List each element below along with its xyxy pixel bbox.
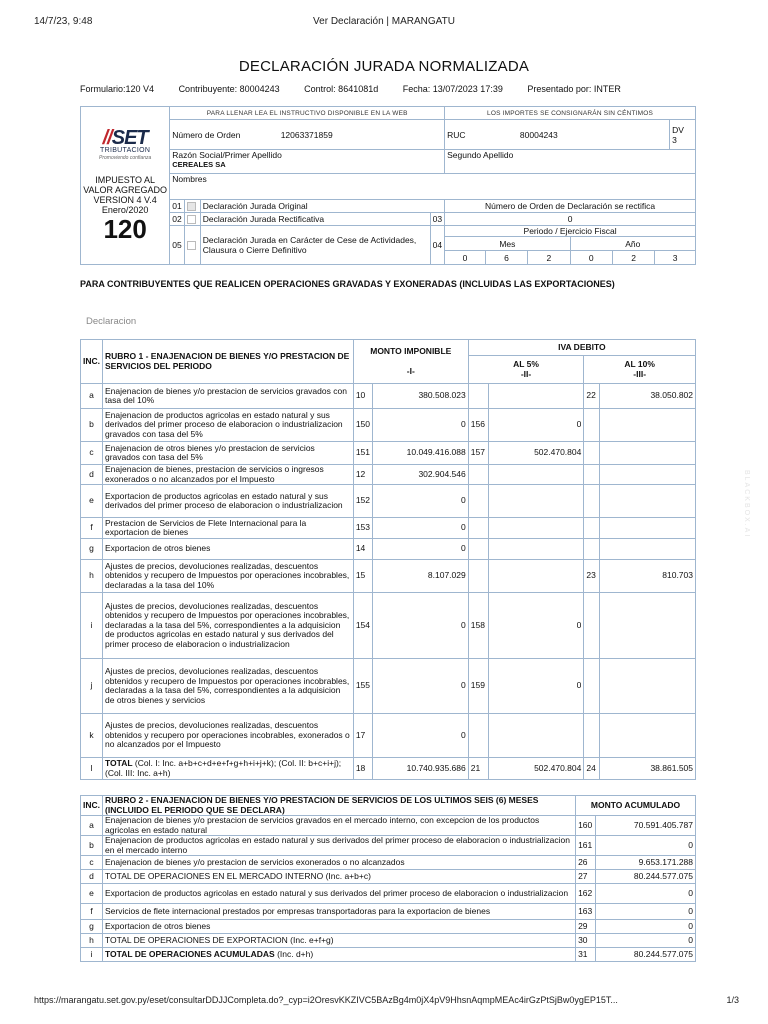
r1-desc: Ajustes de precios, devoluciones realizadas, descuentos obtenidos y recupero por operaciones incobrables, exonerados o no alcanzados por el Impuesto [103, 714, 354, 758]
r1-value-2 [488, 714, 584, 758]
fecha: Fecha: 13/07/2023 17:39 [402, 84, 503, 94]
r2-total-row [81, 948, 696, 962]
r1-value-2: 0 [488, 409, 584, 442]
r1-row [81, 485, 696, 518]
r1-value-3 [600, 714, 696, 758]
r1-row [81, 659, 696, 714]
r1-total-row [81, 758, 696, 780]
r1-row [81, 409, 696, 442]
r1-code-2: 157 [468, 442, 488, 465]
print-datetime: 14/7/23, 9:48 [34, 16, 93, 27]
r2-row [81, 934, 696, 948]
check-05[interactable] [184, 226, 200, 265]
header-table [80, 106, 696, 265]
r1-value-2 [488, 485, 584, 518]
r2-desc: Exportacion de otros bienes [103, 920, 576, 934]
r1-value-1: 10.740.935.686 [373, 758, 469, 780]
r1-value-1: 0 [373, 409, 469, 442]
r2-total-desc [103, 948, 576, 962]
r1-value-1: 10.049.416.088 [373, 442, 469, 465]
r1-title: RUBRO 1 - ENAJENACION DE BIENES Y/O PRESTACION DE SERVICIOS DEL PERIODO [103, 340, 354, 384]
document-meta [80, 84, 643, 94]
r1-code-2 [468, 465, 488, 485]
r2-code: 163 [576, 904, 596, 920]
ruc-label: RUC [447, 129, 466, 140]
check-02[interactable] [184, 213, 200, 226]
r1-code-3 [584, 465, 600, 485]
r1-code-1: 15 [353, 560, 372, 593]
r1-code-3 [584, 593, 600, 659]
r2-total-formula: (Inc. d+h) [274, 948, 314, 959]
rubro-1-table [80, 339, 696, 780]
r1-code-2: 159 [468, 659, 488, 714]
r2-inc-header: INC. [81, 796, 103, 816]
r1-code-3 [584, 714, 600, 758]
r2-desc: Enajenacion de productos agricolas en estado natural y sus derivados del primer proceso de elaboracion o industrializacion en el mercado interno [103, 836, 576, 856]
periodo-digit: 3 [672, 252, 678, 263]
rectifica-value: 0 [445, 213, 696, 226]
r1-desc: Prestacion de Servicios de Flete Internacional para la exportacion de bienes [103, 518, 354, 539]
mes-label: Mes [445, 237, 570, 250]
r1-value-1: 302.904.546 [373, 465, 469, 485]
code-02: 02 [170, 213, 184, 226]
r1-value-3 [600, 465, 696, 485]
ruc-value: 80004243 [519, 129, 558, 140]
r1-value-3 [600, 518, 696, 539]
razon-cell [170, 150, 445, 174]
declaracion-label: Declaracion [86, 316, 137, 327]
r2-inc: i [81, 948, 103, 962]
r2-desc: Enajenacion de bienes y/o prestacion de servicios exonerados o no alcanzados [103, 856, 576, 870]
r1-inc: e [81, 485, 103, 518]
r1-value-2 [488, 518, 584, 539]
r2-value: 0 [596, 934, 696, 948]
r1-value-3 [600, 442, 696, 465]
checkbox-cese[interactable] [187, 241, 196, 250]
r1-code-2: 21 [468, 758, 488, 780]
periodo-digit: 6 [485, 251, 527, 264]
r1-value-1: 0 [373, 485, 469, 518]
r1-code-3 [584, 485, 600, 518]
rectificativa-label: Declaración Jurada Rectificativa [200, 213, 430, 226]
rectifica-label: Número de Orden de Declaración se rectifica [445, 200, 696, 213]
r2-total-label: TOTAL DE OPERACIONES ACUMULADAS [105, 948, 275, 959]
r1-total-desc [103, 758, 354, 780]
r2-code: 160 [576, 816, 596, 836]
r2-row [81, 836, 696, 856]
r2-code: 29 [576, 920, 596, 934]
r2-value: 80.244.577.075 [596, 870, 696, 884]
r1-code-2 [468, 560, 488, 593]
periodo-label: Periodo / Ejercicio Fiscal [445, 226, 696, 237]
r1-code-3 [584, 539, 600, 560]
original-label: Declaración Jurada Original [200, 200, 444, 213]
ruc-cell [445, 120, 670, 150]
r1-value-1: 0 [373, 714, 469, 758]
r1-code-1: 153 [353, 518, 372, 539]
r2-inc: a [81, 816, 103, 836]
r1-inc: c [81, 442, 103, 465]
instr-right: LOS IMPORTES SE CONSIGNARÁN SIN CÉNTIMOS [445, 107, 696, 120]
nro-orden-value: 12063371859 [280, 129, 333, 140]
r1-code-1: 17 [353, 714, 372, 758]
r1-value-1: 0 [373, 659, 469, 714]
nro-orden-cell [170, 120, 445, 150]
r1-code-2: 158 [468, 593, 488, 659]
r2-code: 162 [576, 884, 596, 904]
r1-code-2 [468, 518, 488, 539]
r1-code-1: 12 [353, 465, 372, 485]
checkbox-original[interactable] [187, 202, 196, 211]
r1-value-1: 380.508.023 [373, 384, 469, 409]
contribuyente: Contribuyente: 80004243 [178, 84, 280, 94]
r1-monto-header: MONTO IMPONIBLE -I- [353, 340, 468, 384]
print-page-number: 1/3 [726, 995, 739, 1005]
r2-inc: b [81, 836, 103, 856]
r1-desc: Exportacion de otros bienes [103, 539, 354, 560]
r1-value-3 [600, 593, 696, 659]
r1-row [81, 539, 696, 560]
nro-orden-label: Número de Orden [172, 129, 241, 140]
dv-label: DV [672, 124, 684, 135]
periodo-digits [445, 251, 695, 264]
r1-inc: h [81, 560, 103, 593]
r2-desc: Servicios de flete internacional prestados por empresas transportadoras para la exportacion de bienes [103, 904, 576, 920]
print-url[interactable]: https://marangatu.set.gov.py/eset/consultarDDJJCompleta.do?_cyp=i2OresvKKZIVC5BAzBg4m0jX4pV9HhsnAqmpMEAc4irGzPtSjBw0ygEP15T... [34, 995, 618, 1005]
r1-desc: Ajustes de precios, devoluciones realizadas, descuentos obtenidos y recupero de Impuestos por operaciones incobrables, declaradas a la tasa del 10% [103, 560, 354, 593]
instr-left: PARA LLENAR LEA EL INSTRUCTIVO DISPONIBLE EN LA WEB [170, 107, 445, 120]
razon-label: Razón Social/Primer Apellido [172, 150, 282, 160]
r2-value: 80.244.577.075 [596, 948, 696, 962]
r2-row [81, 856, 696, 870]
r1-desc: Enajenacion de productos agricolas en estado natural y sus derivados del primer proceso de elaboracion o industrializacion gravados con tasa del 5% [103, 409, 354, 442]
r1-code-2: 156 [468, 409, 488, 442]
r1-total-formula: (Col. I: Inc. a+b+c+d+e+f+g+h+i+j+k); (Col. II: b+c+i+j); (Col. III: Inc. a+h) [105, 758, 342, 778]
periodo-digit: 2 [528, 251, 570, 264]
form-number: 120 [103, 213, 147, 244]
r1-value-1: 8.107.029 [373, 560, 469, 593]
check-01[interactable] [184, 200, 200, 213]
r2-desc: TOTAL DE OPERACIONES EN EL MERCADO INTERNO (Inc. a+b+c) [103, 870, 576, 884]
r1-iva-header: IVA DEBITO [468, 340, 695, 356]
r1-value-3: 38.861.505 [600, 758, 696, 780]
code-05: 05 [170, 226, 184, 265]
r1-code-2 [468, 714, 488, 758]
r2-inc: g [81, 920, 103, 934]
r1-value-2: 0 [488, 593, 584, 659]
r1-row [81, 714, 696, 758]
r1-code-1: 155 [353, 659, 372, 714]
r1-desc: Ajustes de precios, devoluciones realizadas, descuentos obtenidos y recupero de Impuestos por operaciones incobrables, declaradas a la tasa del 5%, correspondientes a la adquisicion de productos agricolas en estado natural y sus derivados del primer proceso de elaboracion o industrializacion [103, 593, 354, 659]
r1-inc: i [81, 593, 103, 659]
r2-monto-header: MONTO ACUMULADO [576, 796, 696, 816]
nombres-label: Nombres [170, 174, 696, 200]
r1-row [81, 465, 696, 485]
r1-inc: k [81, 714, 103, 758]
r1-code-2 [468, 384, 488, 409]
print-footer [34, 995, 739, 1005]
r2-row [81, 920, 696, 934]
periodo-digit: 0 [445, 251, 485, 264]
r1-code-2 [468, 539, 488, 560]
r2-value: 0 [596, 920, 696, 934]
r1-inc: d [81, 465, 103, 485]
r2-row [81, 816, 696, 836]
r1-desc: Enajenacion de otros bienes y/o prestacion de servicios gravados con tasa del 5% [103, 442, 354, 465]
r1-inc: g [81, 539, 103, 560]
r2-desc: TOTAL DE OPERACIONES DE EXPORTACION (Inc. e+f+g) [103, 934, 576, 948]
r1-value-3: 38.050.802 [600, 384, 696, 409]
code-04: 04 [430, 226, 444, 265]
watermark: BLACKBOX.AI [743, 470, 750, 539]
r1-row [81, 442, 696, 465]
r2-row [81, 870, 696, 884]
r1-total-label: TOTAL [105, 758, 133, 768]
r1-code-1: 154 [353, 593, 372, 659]
code-03: 03 [430, 213, 444, 226]
r1-code-3 [584, 518, 600, 539]
r1-value-3 [600, 539, 696, 560]
periodo-digit: 2 [612, 251, 654, 264]
r2-row [81, 904, 696, 920]
r2-code: 26 [576, 856, 596, 870]
razon-value: CEREALES SA [172, 160, 226, 169]
r1-code-1: 18 [353, 758, 372, 780]
r2-value: 0 [596, 904, 696, 920]
r1-row [81, 593, 696, 659]
r2-inc: h [81, 934, 103, 948]
r1-value-3 [600, 485, 696, 518]
presentado-por: Presentado por: INTER [527, 84, 621, 94]
r1-desc: Ajustes de precios, devoluciones realizadas, descuentos obtenidos y recupero de Impuestos por operaciones incobrables, declaradas a la tasa del 5%, correspondientes a la adquisicion de otros bienes y servicios [103, 659, 354, 714]
r1-code-1: 151 [353, 442, 372, 465]
r2-value: 70.591.405.787 [596, 816, 696, 836]
r1-inc: f [81, 518, 103, 539]
r1-al5-header: AL 5% -II- [468, 356, 584, 384]
rubro-2-table [80, 795, 696, 962]
impuesto-label: IMPUESTO AL VALOR AGREGADO VERSION 4 V.4 Enero/2020 [83, 174, 168, 215]
r2-title: RUBRO 2 - ENAJENACION DE BIENES Y/O PRESTACION DE SERVICIOS DE LOS ULTIMOS SEIS (6) MESES (INCLUIDO EL PERIODO QUE SE DECLARA) [103, 796, 576, 816]
r1-value-3 [600, 409, 696, 442]
r1-value-2 [488, 539, 584, 560]
r1-value-1: 0 [373, 539, 469, 560]
r1-code-3: 22 [584, 384, 600, 409]
r2-value: 0 [596, 836, 696, 856]
r1-value-2 [488, 465, 584, 485]
r1-code-3: 23 [584, 560, 600, 593]
r1-inc: b [81, 409, 103, 442]
r1-inc: a [81, 384, 103, 409]
r1-code-1: 150 [353, 409, 372, 442]
r2-code: 27 [576, 870, 596, 884]
r1-value-2: 502.470.804 [488, 442, 584, 465]
print-page-title: Ver Declaración | MARANGATU [313, 16, 455, 27]
r1-row [81, 384, 696, 409]
r1-inc: l [81, 758, 103, 780]
formulario: Formulario:120 V4 [80, 84, 155, 94]
code-01: 01 [170, 200, 184, 213]
r2-code: 161 [576, 836, 596, 856]
r1-code-3 [584, 409, 600, 442]
r2-inc: c [81, 856, 103, 870]
r1-desc: Exportacion de productos agricolas en estado natural y sus derivados del primer proceso de elaboracion o industrializacion [103, 485, 354, 518]
r2-code: 31 [576, 948, 596, 962]
r1-inc: j [81, 659, 103, 714]
r1-code-1: 152 [353, 485, 372, 518]
r2-value: 9.653.171.288 [596, 856, 696, 870]
document-title: DECLARACIÓN JURADA NORMALIZADA [238, 58, 530, 75]
r1-desc: Enajenacion de bienes y/o prestacion de servicios gravados con tasa del 10% [103, 384, 354, 409]
r1-al10-header: AL 10% -III- [584, 356, 696, 384]
r1-value-1: 0 [373, 593, 469, 659]
r2-code: 30 [576, 934, 596, 948]
r2-desc: Exportacion de productos agricolas en estado natural y sus derivados del primer proceso de elaboracion o industrializacion [103, 884, 576, 904]
r1-code-3 [584, 442, 600, 465]
control: Control: 8641081d [304, 84, 379, 94]
r1-row [81, 560, 696, 593]
r2-inc: d [81, 870, 103, 884]
r1-value-2 [488, 560, 584, 593]
r1-code-3: 24 [584, 758, 600, 780]
periodo-digit: 0 [570, 251, 612, 264]
r1-value-2: 502.470.804 [488, 758, 584, 780]
r1-value-2: 0 [488, 659, 584, 714]
r1-desc: Enajenacion de bienes, prestacion de servicios o ingresos exonerados o no alcanzados por el Impuesto [103, 465, 354, 485]
r1-inc-header: INC. [81, 340, 103, 384]
logo-column [81, 107, 170, 265]
r1-value-3: 810.703 [600, 560, 696, 593]
r1-code-1: 14 [353, 539, 372, 560]
r2-inc: e [81, 884, 103, 904]
checkbox-rectificativa[interactable] [187, 215, 196, 224]
cese-label: Declaración Jurada en Carácter de Cese de Actividades, Clausura o Cierre Definitivo [200, 226, 430, 265]
contribuyentes-heading: PARA CONTRIBUYENTES QUE REALICEN OPERACIONES GRAVADAS Y EXONERADAS (INCLUIDAS LAS EXPORTACIONES) [80, 279, 615, 289]
r1-row [81, 518, 696, 539]
anio-label: Año [625, 238, 641, 249]
r1-code-1: 10 [353, 384, 372, 409]
dv-value: 3 [672, 134, 677, 145]
r1-value-2 [488, 384, 584, 409]
dv-cell [670, 120, 696, 150]
r1-value-1: 0 [373, 518, 469, 539]
r1-code-3 [584, 659, 600, 714]
r2-desc: Enajenacion de bienes y/o prestacion de servicios gravados en el mercado interno, con excepcion de los productos agricolas en estado natural [103, 816, 576, 836]
r2-row [81, 884, 696, 904]
r2-inc: f [81, 904, 103, 920]
r1-code-2 [468, 485, 488, 518]
seg-apellido-label: Segundo Apellido [445, 150, 696, 174]
r2-value: 0 [596, 884, 696, 904]
r1-value-3 [600, 659, 696, 714]
set-logo: //SET TRIBUTACION Promoviendo confianza [99, 126, 152, 161]
